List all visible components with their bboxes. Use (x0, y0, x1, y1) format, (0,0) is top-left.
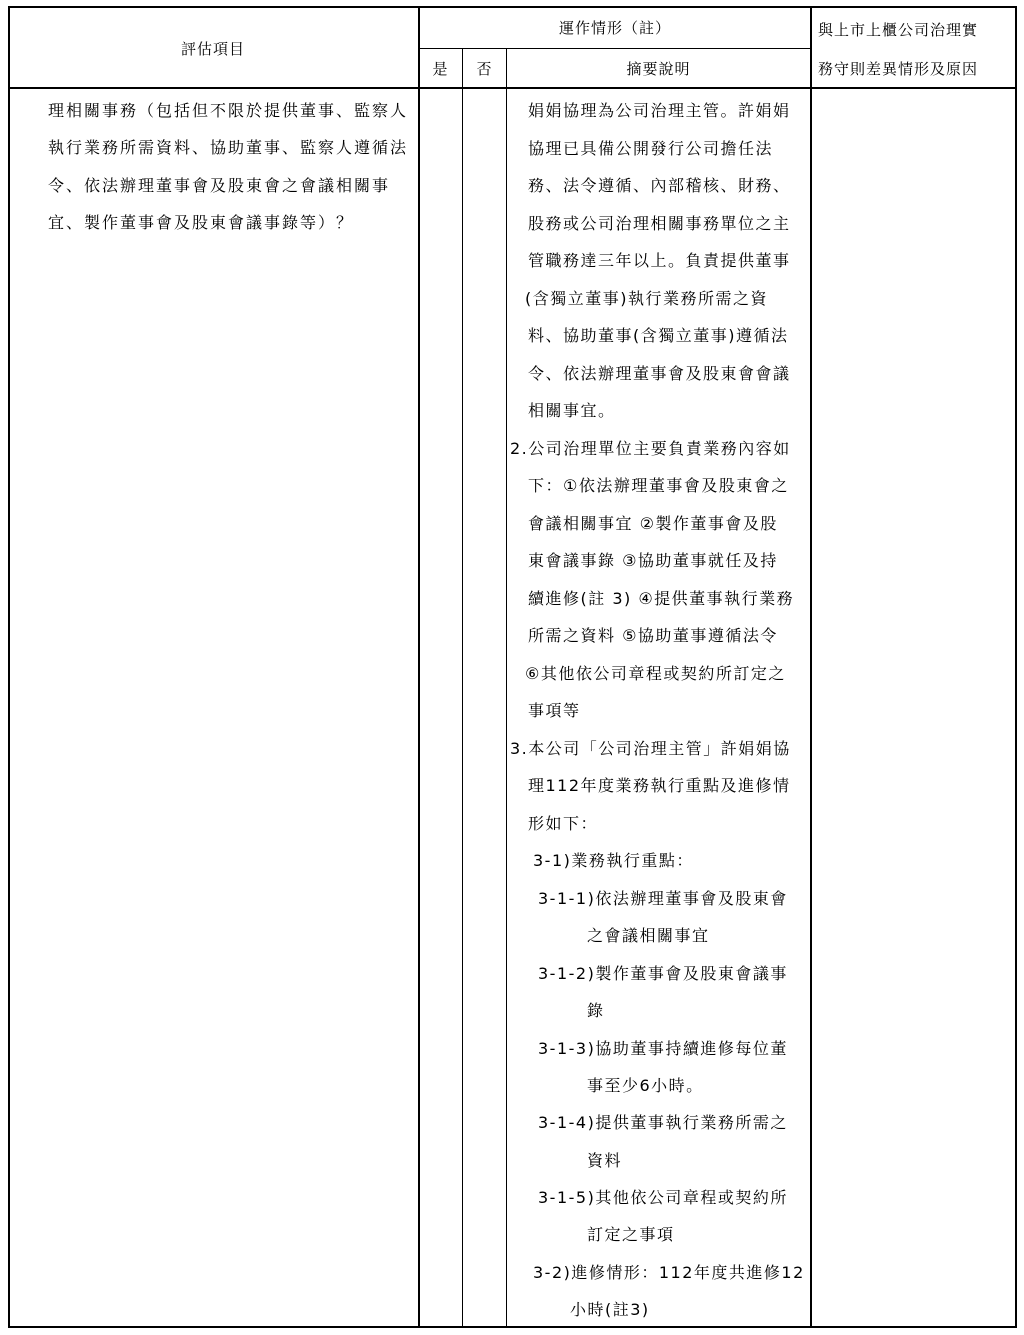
summary-line: 3-1-2)製作董事會及股東會議事 (538, 964, 788, 983)
summary-line: 3-1)業務執行重點： (533, 851, 694, 870)
table-border-left (8, 6, 10, 1328)
item-line: 執行業務所需資料、協助董事、監察人遵循法 (48, 138, 409, 157)
summary-line: 3.本公司「公司治理主管」許娟娟協 (510, 739, 791, 758)
summary-line: 會議相關事宜 ②製作董事會及股 (528, 514, 778, 533)
summary-line: 相關事宜。 (528, 401, 616, 420)
col-line-4 (810, 6, 812, 1328)
item-line: 理相關事務（包括但不限於提供董事、監察人 (48, 101, 409, 120)
table-border-top (8, 6, 1017, 8)
col-line-3 (506, 48, 507, 1328)
summary-line: 3-1-4)提供董事執行業務所需之 (538, 1113, 788, 1132)
summary-line: 2.公司治理單位主要負責業務內容如 (510, 439, 791, 458)
item-line: 令、依法辦理董事會及股東會之會議相關事 (48, 176, 391, 195)
header-bottom-line (8, 87, 1017, 89)
summary-line: 所需之資料 ⑤協助董事遵循法令 (528, 626, 778, 645)
col-line-2 (462, 48, 463, 1328)
header-evaluation-item: 評估項目 (180, 40, 245, 58)
summary-line: 理112年度業務執行重點及進修情 (528, 776, 791, 795)
table-border-right (1015, 6, 1017, 1328)
summary-line: 管職務達三年以上。負責提供董事 (528, 251, 791, 270)
summary-line: 東會議事錄 ③協助董事就任及持 (528, 551, 778, 570)
summary-line: 資料 (587, 1151, 623, 1170)
summary-line: 股務或公司治理相關事務單位之主 (528, 214, 791, 233)
summary-line: 務、法令遵循、內部稽核、財務、 (528, 176, 791, 195)
summary-line: 下：①依法辦理董事會及股東會之 (528, 476, 789, 495)
header-difference-line2: 務守則差異情形及原因 (818, 60, 979, 78)
summary-line: 訂定之事項 (587, 1225, 675, 1244)
summary-line: 娟娟協理為公司治理主管。許娟娟 (528, 101, 791, 120)
summary-line: 3-2)進修情形：112年度共進修12 (533, 1263, 805, 1282)
summary-line: 3-1-3)協助董事持續進修每位董 (538, 1039, 788, 1058)
col-line-1 (418, 6, 420, 1328)
summary-line: 形如下： (528, 814, 599, 833)
summary-line: ⑥其他依公司章程或契約所訂定之 (525, 664, 786, 683)
summary-line: (含獨立董事)執行業務所需之資 (525, 289, 768, 308)
summary-line: 協理已具備公開發行公司擔任法 (528, 139, 774, 158)
summary-line: 3-1-5)其他依公司章程或契約所 (538, 1188, 788, 1207)
summary-line: 之會議相關事宜 (587, 926, 710, 945)
header-subdivider (419, 48, 811, 49)
summary-line: 事至少6小時。 (587, 1076, 704, 1095)
header-difference-line1: 與上市上櫃公司治理實 (818, 21, 979, 39)
summary-line: 3-1-1)依法辦理董事會及股東會 (538, 889, 788, 908)
table-border-bottom (8, 1326, 1017, 1328)
summary-line: 料、協助董事(含獨立董事)遵循法 (528, 326, 789, 345)
header-no: 否 (476, 60, 493, 78)
summary-line: 小時(註3) (570, 1300, 650, 1319)
header-yes: 是 (432, 60, 449, 78)
header-operation-status: 運作情形（註） (558, 19, 671, 37)
summary-line: 事項等 (528, 701, 581, 720)
summary-line: 令、依法辦理董事會及股東會會議 (528, 364, 791, 383)
item-line: 宜、製作董事會及股東會議事錄等）？ (48, 213, 355, 232)
summary-line: 續進修(註 3) ④提供董事執行業務 (528, 589, 795, 608)
header-summary: 摘要說明 (626, 60, 691, 78)
summary-line: 錄 (587, 1001, 605, 1020)
